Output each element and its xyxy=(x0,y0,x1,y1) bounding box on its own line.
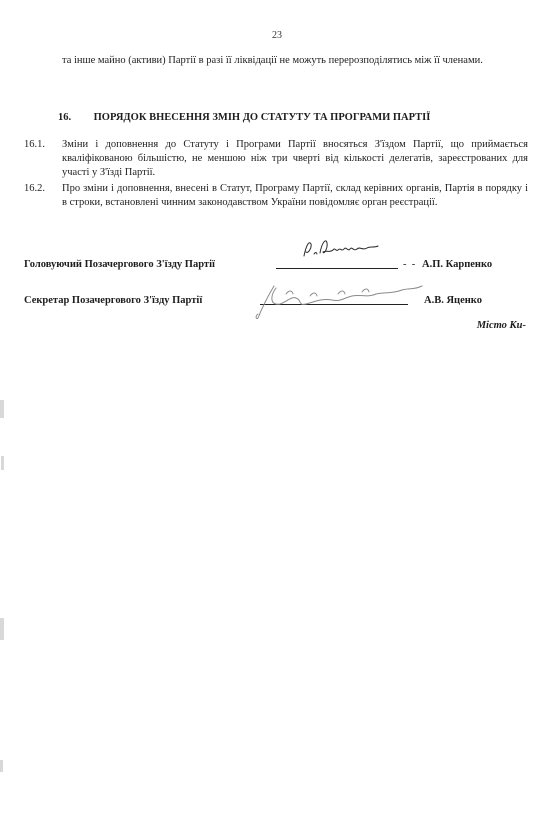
signature-line xyxy=(276,268,398,269)
signatory-name: А.В. Яценко xyxy=(424,295,482,306)
signatory-role: Головуючий Позачергового З'їзду Партії xyxy=(24,259,215,270)
clause-number: 16.1. xyxy=(24,139,45,150)
signatory-role: Секретар Позачергового З'їзду Партії xyxy=(24,295,203,306)
scan-artifact xyxy=(0,400,4,418)
clause-text: Про зміни і доповнення, внесені в Статут, Програму Партії, склад керівних органів, Партія в порядку і в строки, встановлені чинним законодавством України повідомляє орган реєстрації. xyxy=(62,183,528,208)
clause-number: 16.2. xyxy=(24,183,45,194)
city-line: Місто Ки- xyxy=(476,320,526,331)
clause-text: Зміни і доповнення до Статуту і Програми Партії вносяться З'їздом Партії, що приймається кваліфікованою більшістю, не меншою ніж три чверті від кількості делегатів, зареєстрованих для участі у З'їзді Партії. xyxy=(62,139,528,178)
section-heading xyxy=(58,112,528,123)
scan-artifact xyxy=(0,618,4,640)
clause-16-2 xyxy=(24,182,528,210)
handwritten-signature-secretary xyxy=(252,282,428,322)
signature-row-chairman xyxy=(24,248,528,276)
continuation-paragraph: та інше майно (активи) Партії в разі її ліквідації не можуть перерозподілятись між її членами. xyxy=(62,55,483,66)
section-title: ПОРЯДОК ВНЕСЕННЯ ЗМІН ДО СТАТУТУ ТА ПРОГРАМИ ПАРТІЇ xyxy=(93,112,431,123)
scan-artifact xyxy=(0,760,3,772)
clause-16-1 xyxy=(24,138,528,180)
signatory-name: А.П. Карпенко xyxy=(422,259,493,270)
signature-dash: - - xyxy=(403,259,416,270)
scan-artifact xyxy=(1,456,4,470)
handwritten-signature-chairman xyxy=(300,234,382,264)
section-number: 16. xyxy=(58,112,72,123)
page-number: 23 xyxy=(272,30,282,41)
